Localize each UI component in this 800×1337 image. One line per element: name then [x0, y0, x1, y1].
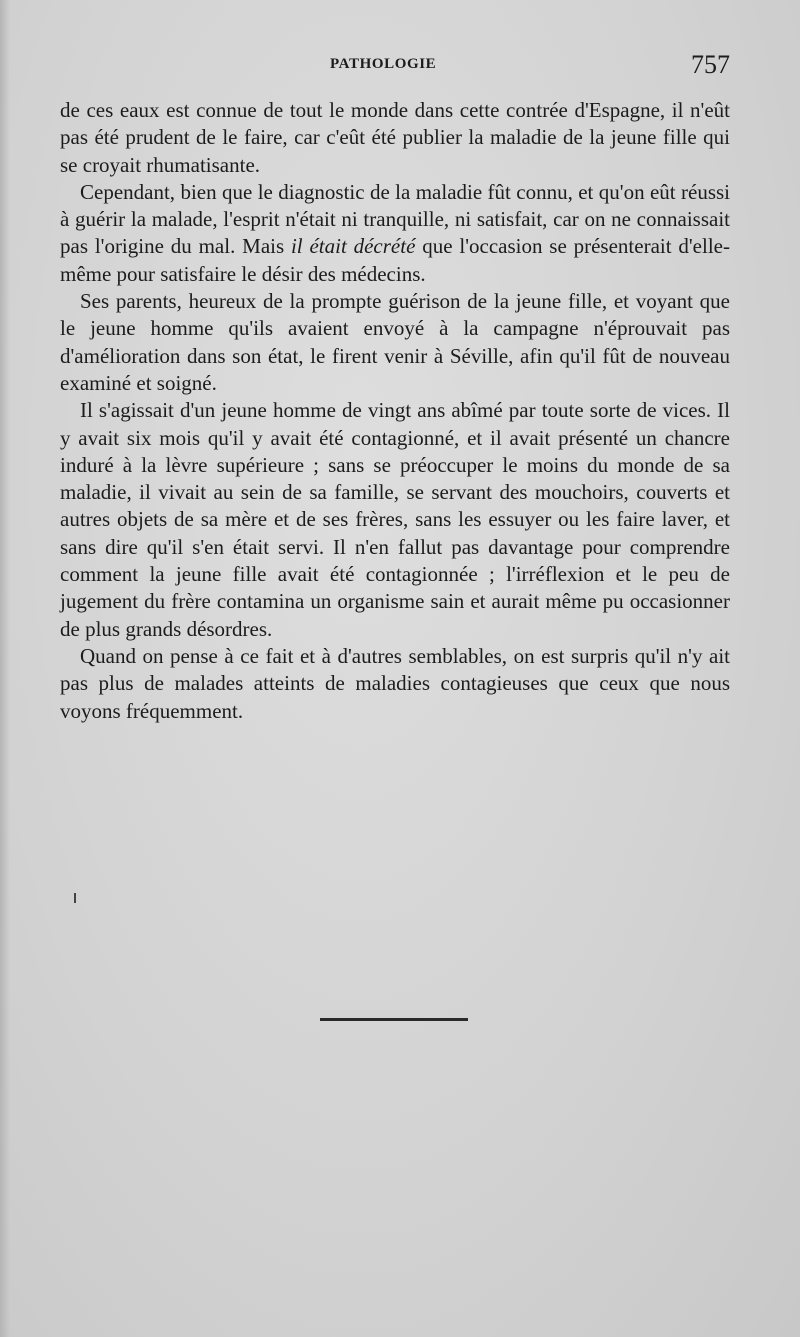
paragraph-2: [60, 179, 730, 288]
running-head: [0, 50, 800, 86]
stray-ink-mark: [74, 893, 76, 903]
paragraph-3: Ses parents, heureux de la prompte guérison de la jeune fille, et voyant que le jeune homme qu'ils avaient envoyé à la campagne n'éprouvait pas d'amélioration dans son état, le firent venir à Séville, afin qu'il fût de nouveau examiné et soigné.: [60, 289, 730, 395]
paragraph-5: Quand on pense à ce fait et à d'autres semblables, on est surpris qu'il n'y ait pas plus de malades atteints de maladies contagieuses que ceux que nous voyons fréquemment.: [60, 643, 730, 723]
paragraph-2-lead: Cependant, bien que le diagnostic de la maladie fût connu, et qu'on eût réussi à guérir la malade, l'esprit n'était ni tranquille, ni satisfait, car on ne connaissait pas l'origine du mal. Mais: [60, 179, 730, 259]
page-edge-shadow: [0, 0, 10, 1337]
closing-rule: [320, 1018, 468, 1021]
page-number: 757: [691, 50, 730, 79]
body-text: [60, 97, 730, 725]
running-title: PATHOLOGIE: [330, 56, 437, 72]
paragraph-2-tail: que l'occasion se présenterait d'elle-même pour satisfaire le désir des médecins.: [60, 234, 730, 286]
paragraph-continued: de ces eaux est connue de tout le monde dans cette contrée d'Espagne, il n'eût pas été prudent de le faire, car c'eût été publier la maladie de la jeune fille qui se croyait rhumatisante.: [60, 98, 730, 177]
italic-phrase: il était décrété: [290, 234, 416, 259]
paragraph-4: Il s'agissait d'un jeune homme de vingt ans abîmé par toute sorte de vices. Il y avait six mois qu'il y avait été contagionné, et il avait présenté un chancre induré à la lèvre supérieure ; sans se préoccuper le moins du monde de sa maladie, il vivait au sein de sa famille, se servant des mouchoirs, couverts et autres objets de sa mère et de ses frères, sans les essuyer ou les faire laver, et sans dire qu'il s'en était servi. Il n'en fallut pas davantage pour comprendre comment la jeune fille avait été contagionnée ; l'irréflexion et le peu de jugement du frère contamina un organisme sain et aurait même pu occasionner de plus grands désordres.: [60, 398, 730, 641]
